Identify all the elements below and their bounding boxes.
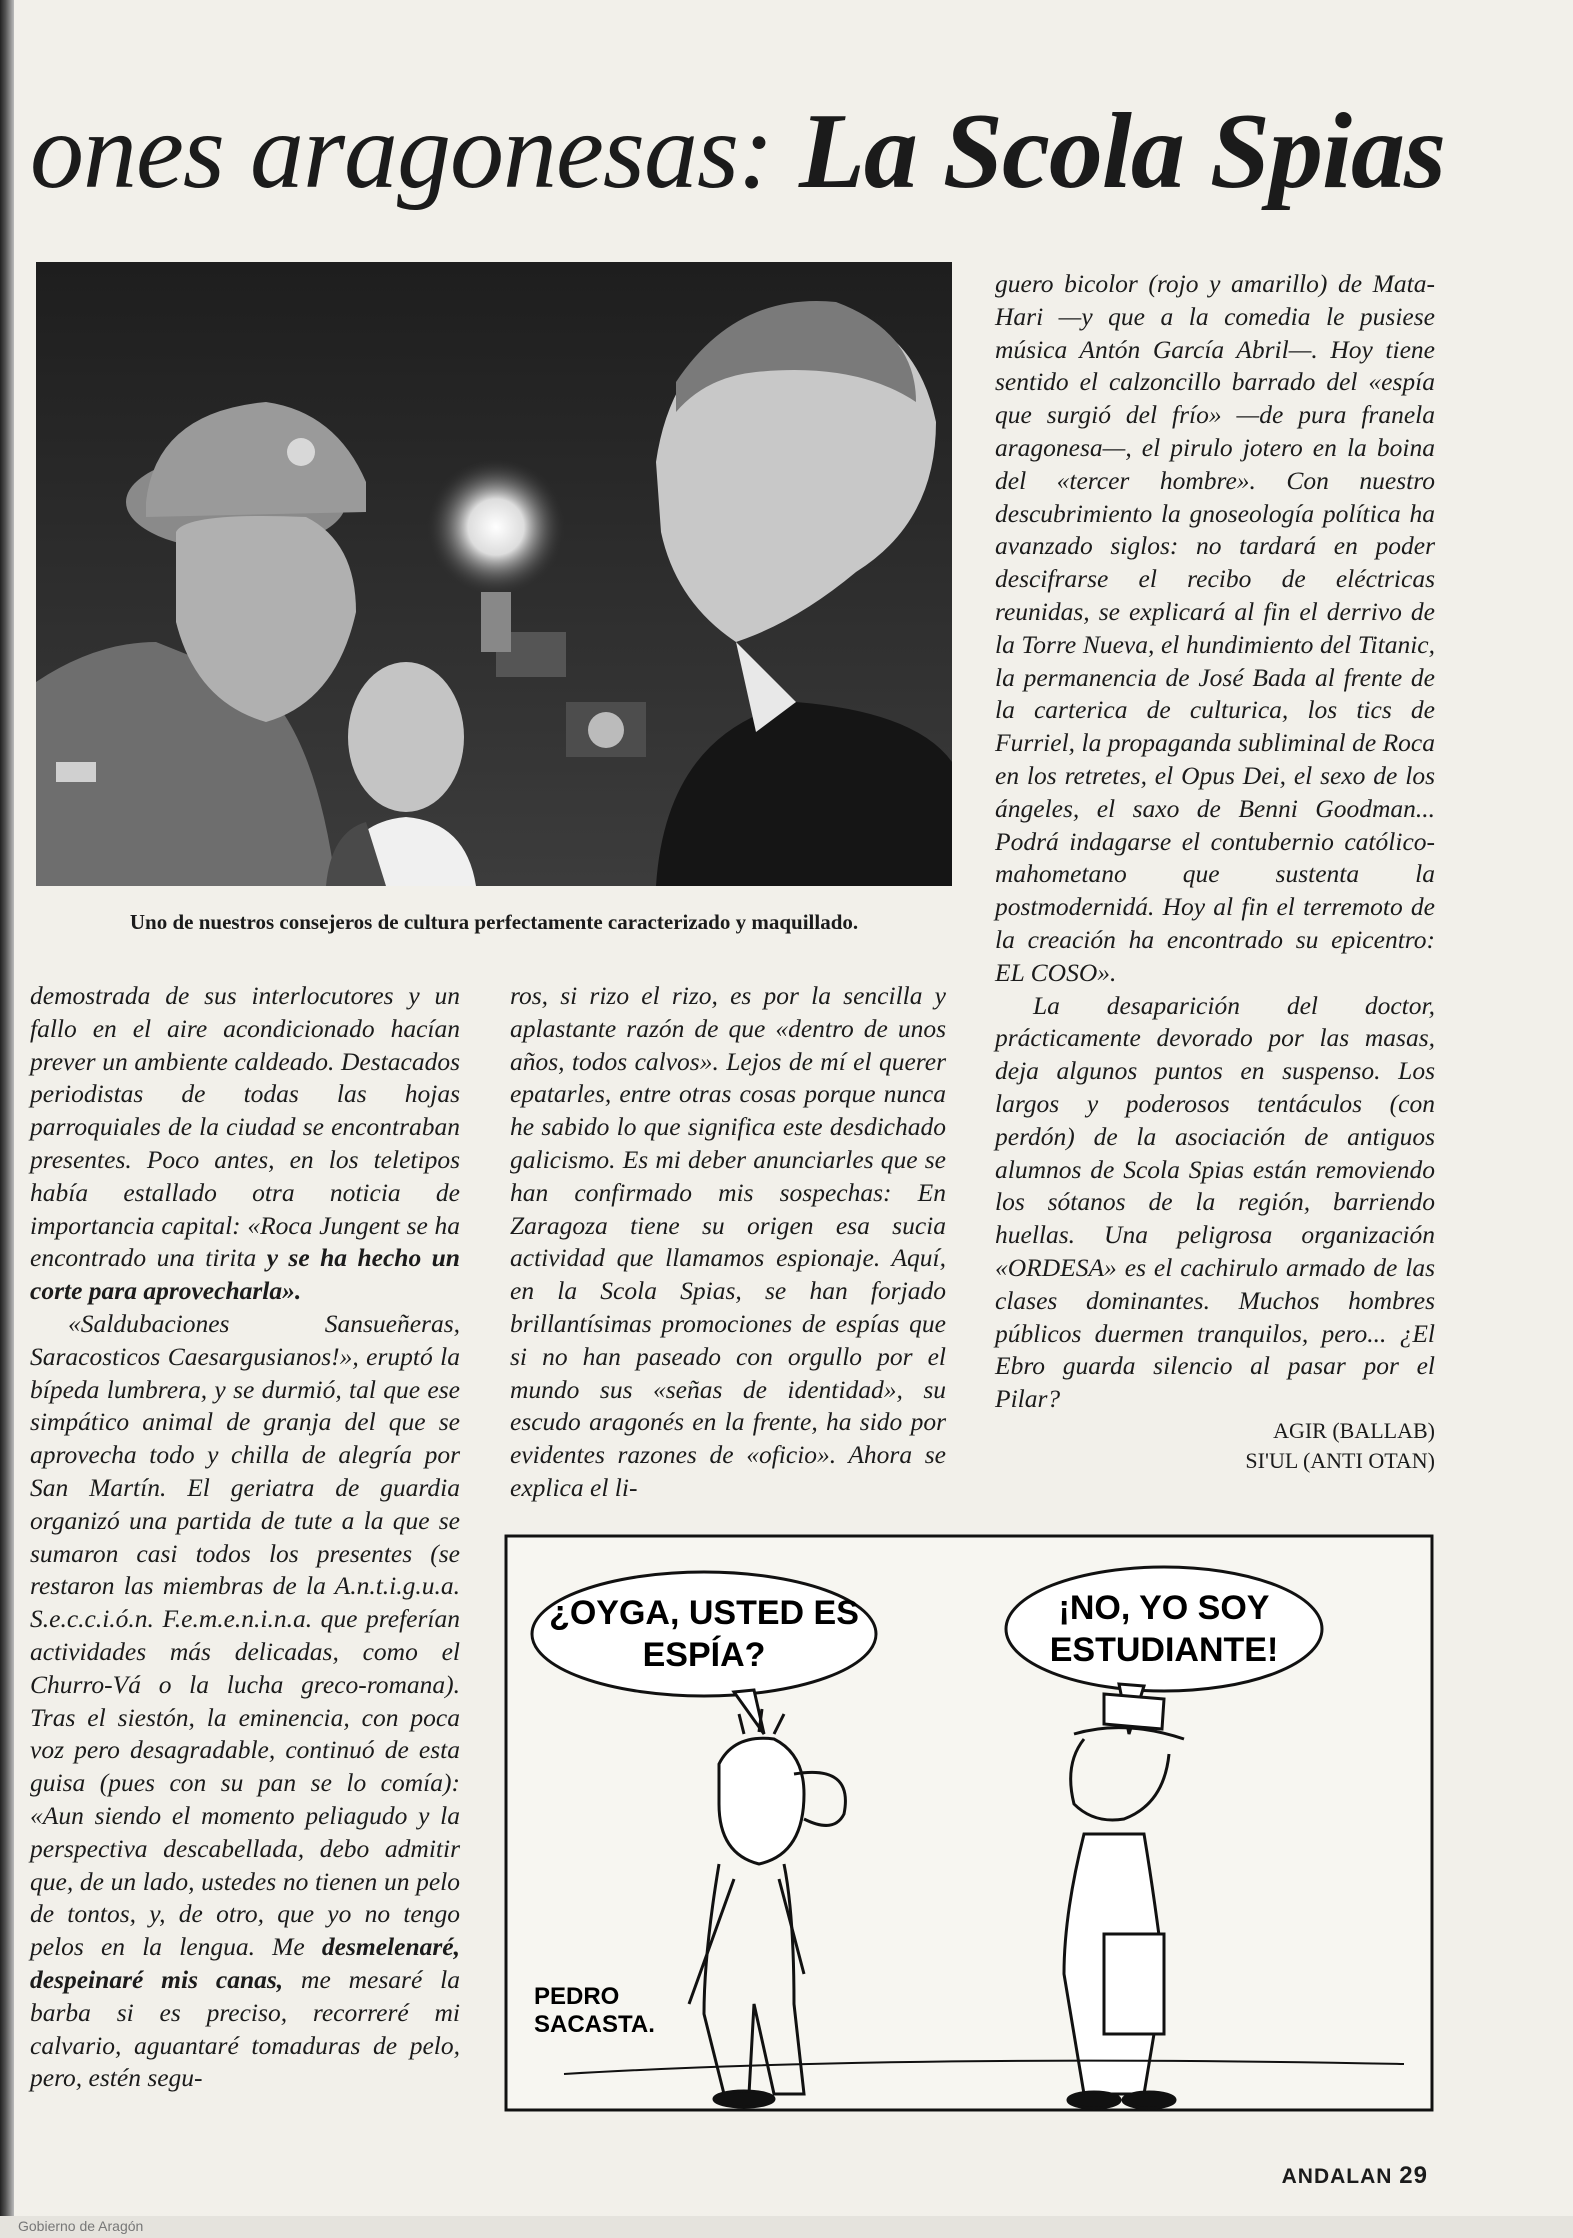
spy-character: [1064, 1694, 1184, 2108]
student-character: [689, 1709, 845, 2107]
column-3-paragraph-1: guero bicolor (rojo y amarillo) de Mata-Hari —y que a la comedia le pusiese música Antón García Abril—. Hoy tiene sentido el calzoncillo barrado del «espía que surgió del frío» —de pura franela aragonesa—, el pirulo jotero en la boina del «tercer hombre». Con nuestro descubrimiento la gnoseología política ha avanzado siglos: no tardará en poder descifrarse el recibo de eléctricas reunidas, se explicará al fin el derrivo de la Torre Nueva, el hundimiento del Titanic, la permanencia de José Bada al frente de la carterica de culturica, los tics de Furriel, la propaganda subliminal de Roca en los retretes, el Opus Dei, el sexo de los ángeles, el saxo de Benni Goodman... Podrá indagarse el contubernio católico-mahometano que sustenta la postmodernidá. Hoy al fin el terremoto de la creación ha encontrado su epicentro: EL COSO».: [995, 269, 1435, 987]
bubble-left-line2: ESPÍA?: [642, 1636, 766, 1674]
column-3-paragraph-2: La desaparición del doctor, prácticamente devorado por las masas, deja algunos puntos en suspenso. Los largos y poderosos tentáculos (con perdón) de la asociación de antiguos alumnos de Scola Spias están removiendo los sótanos de la región, barriendo huellas. Una peligrosa organización «ORDESA» es el cachirulo armado de las clases dominantes. Muchos hombres públicos duermen tranquilos, pero... ¿El Ebro guarda silencio al pasar por el Pilar?: [995, 990, 1435, 1414]
article-column-1: [30, 980, 460, 2095]
photo-illustration: [36, 262, 952, 886]
speech-bubble-left: [532, 1572, 876, 1734]
page-number: 29: [1399, 2162, 1428, 2189]
bubble-right-line1: ¡NO, YO SOY: [1058, 1589, 1270, 1627]
title-first-part: ones aragonesas:: [30, 92, 799, 211]
cartoon-drawing: [504, 1534, 1434, 2112]
bold-quote: y se ha hecho un corte para aprovecharla».: [30, 1243, 460, 1306]
ground-line: [564, 2061, 1404, 2074]
cartoon-panel: [504, 1534, 1434, 2112]
column-1-paragraph-1: demostrada de sus interlocutores y un fallo en el aire acondicionado hacían prever un ambiente caldeado. Destacados periodistas de todas las hojas parroquiales de la ciudad se encontraban presentes. Poco antes, en los teletipos había estallado otra noticia de importancia capital: «Roca Jungent se ha encontrado una tirita y se ha hecho un corte para aprovecharla».: [30, 981, 460, 1306]
archive-strip: [0, 2216, 1573, 2238]
column-1-paragraph-2: «Saldubaciones Sansueñeras, Saracosticos Caesargusianos!», eruptó la bípeda lumbrera, y se durmió, tal que ese simpático animal de granja del que se aprovecha todo y chilla de alegría por San Martín. El geriatra de guardia organizó una partida de tute a la que se sumaron casi todos los presentes (se restaron las miembras de la A.n.t.i.g.u.a. S.e.c.c.i.ó.n. F.e.m.e.n.i.n.a. que preferían actividades más delicadas, como el Churro-Vá o la lucha greco-romana). Tras el siestón, la eminencia, con poca voz pero desagradable, continuó de esta guisa (pues con su pan se lo comía): «Aun siendo el momento peliagudo y la perspectiva descabellada, debo admitir que, de un lado, ustedes no tienen un pelo de tontos, y, de otro, que yo no tengo pelos en la lengua. Me desmelenaré, despeinaré mis canas, me mesaré la barba si es preciso, recorreré mi calvario, aguantaré tomaduras de pelo, pero, estén segu-: [30, 1308, 460, 2093]
bubble-right-line2: ESTUDIANTE!: [1049, 1631, 1279, 1669]
article-column-2: [510, 980, 946, 1505]
archive-label: Gobierno de Aragón: [18, 2218, 144, 2234]
camera-flash: [426, 457, 566, 597]
photo-caption: Uno de nuestros consejeros de cultura perfectamente caracterizado y maquillado.: [129, 910, 859, 934]
author-signature-2: SI'UL (ANTI OTAN): [1245, 1447, 1435, 1473]
title-second-part: La Scola Spias: [798, 92, 1446, 211]
cartoonist-signature-line1: PEDRO: [534, 1983, 620, 2010]
bubble-left-line1: ¿OYGA, USTED ES: [549, 1594, 859, 1632]
author-signature-1: AGIR (BALLAB): [1273, 1417, 1435, 1443]
news-photo: [36, 262, 952, 886]
bold-phrase: desmelenaré, despeinaré mis canas,: [30, 1932, 460, 1994]
article-column-3: [995, 268, 1435, 1476]
article-title: [30, 90, 1445, 214]
binding-spine: [0, 0, 14, 2238]
column-2-paragraph-1: ros, si rizo el rizo, es por la sencilla y aplastante razón de que «dentro de unos años, todos calvos». Lejos de mí el querer epatarles, entre otras cosas porque nunca he sabido lo que significa este desdichado galicismo. Es mi deber anunciarles que se han confirmado mis sospechas: En Zaragoza tiene su origen esa sucia actividad que llamamos espionaje. Aquí, en la Scola Spias, se han forjado brillantísimas promociones de espías que si no han paseado con orgullo por el mundo sus «señas de identidad», su escudo aragonés en la frente, ha sido por evidentes razones de «oficio». Ahora se explica el li-: [510, 981, 946, 1502]
magazine-name: ANDALAN: [1281, 2165, 1393, 2188]
cartoonist-signature-line2: SACASTA.: [534, 2011, 655, 2038]
page-footer: [1282, 2162, 1428, 2190]
